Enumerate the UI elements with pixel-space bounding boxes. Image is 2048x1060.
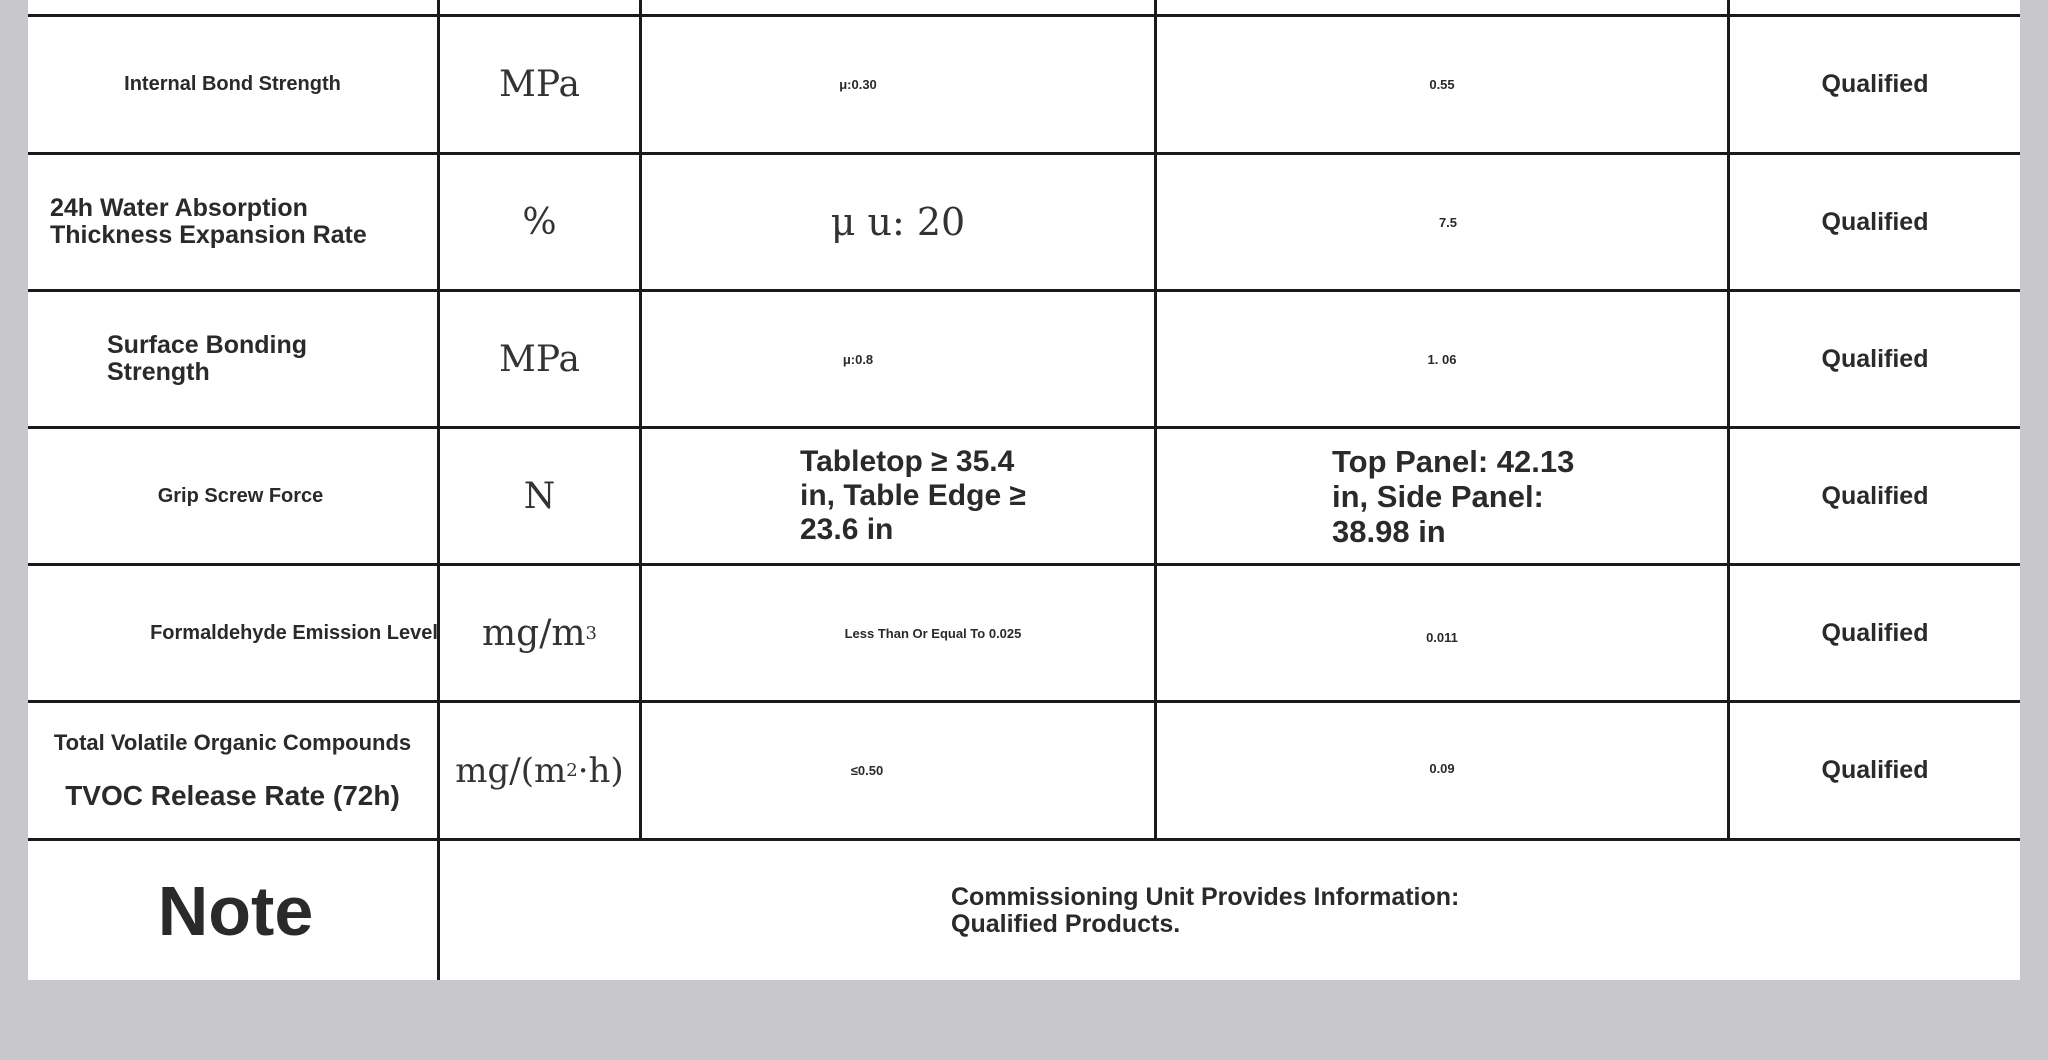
conclusion-cell: Qualified bbox=[1821, 756, 1929, 784]
result-cell: 0.011 bbox=[1426, 629, 1458, 645]
unit-text: mg/m bbox=[482, 612, 586, 654]
note-label: Note bbox=[157, 871, 314, 950]
requirement-cell: μ:0.8 bbox=[842, 351, 874, 367]
requirement-cell: ≤0.50 bbox=[850, 763, 884, 778]
conclusion-cell: Qualified bbox=[1821, 481, 1929, 510]
result-cell: 0.55 bbox=[1429, 77, 1455, 92]
unit-cell: MPa bbox=[499, 338, 580, 380]
requirement-cell: Less Than Or Equal To 0.025 bbox=[844, 625, 1022, 641]
item-cell: Formaldehyde Emission Level bbox=[150, 621, 438, 644]
unit-cell bbox=[440, 566, 639, 700]
note-text-line-1: Commissioning Unit Provides Information: bbox=[951, 882, 1460, 911]
item-line-1: Total Volatile Organic Compounds bbox=[53, 729, 412, 755]
requirement-cell: μ:0.30 bbox=[839, 77, 877, 92]
item-cell: Internal Bond Strength bbox=[124, 73, 341, 95]
note-text-line-2: Qualified Products. bbox=[951, 909, 1181, 938]
conclusion-cell: Qualified bbox=[1821, 70, 1929, 98]
item-line-2: TVOC Release Rate (72h) bbox=[65, 779, 400, 811]
unit-exponent: 2 bbox=[566, 760, 578, 781]
note-text bbox=[951, 841, 1651, 980]
item-cell bbox=[28, 703, 437, 838]
item-cell: Grip Screw Force bbox=[157, 484, 324, 507]
result-cell: 7.5 bbox=[1438, 214, 1458, 230]
requirement-cell: μ u: 20 bbox=[830, 200, 966, 244]
result-cell: Top Panel: 42.13 in, Side Panel: 38.98 in bbox=[1332, 443, 1575, 549]
unit-cell: N bbox=[523, 475, 556, 517]
unit-cell: % bbox=[522, 201, 557, 243]
conclusion-cell: Qualified bbox=[1821, 207, 1929, 236]
item-cell: 24h Water Absorption Thickness Expansion Rate bbox=[50, 194, 367, 249]
test-report-table bbox=[28, 0, 2020, 980]
result-cell: 0.09 bbox=[1429, 760, 1455, 776]
item-cell: Surface Bonding Strength bbox=[107, 331, 308, 386]
unit-exponent: 3 bbox=[585, 622, 597, 644]
unit-cell bbox=[440, 703, 639, 838]
unit-cell: MPa bbox=[499, 64, 580, 105]
unit-text: mg/(m bbox=[455, 750, 567, 791]
conclusion-cell: Qualified bbox=[1821, 344, 1929, 373]
requirement-cell: Tabletop ≥ 35.4 in, Table Edge ≥ 23.6 in bbox=[800, 445, 1026, 546]
unit-tail: ·h) bbox=[577, 750, 624, 791]
conclusion-cell: Qualified bbox=[1821, 618, 1929, 647]
result-cell: 1. 06 bbox=[1427, 351, 1457, 367]
